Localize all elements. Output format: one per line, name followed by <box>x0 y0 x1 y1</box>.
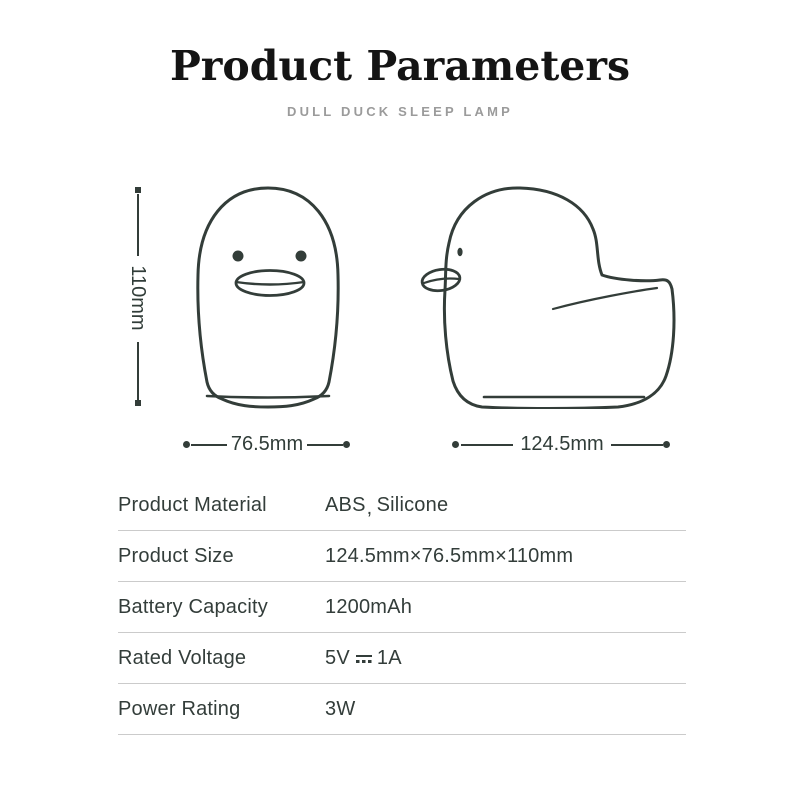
front-duck-eye-left <box>233 251 244 262</box>
spec-label: Rated Voltage <box>118 646 247 669</box>
spec-value: 124.5mm×76.5mm×110mm <box>325 544 574 567</box>
spec-value: 1200mAh <box>325 595 413 618</box>
spec-row-material <box>118 480 686 531</box>
dimension-line-segment <box>137 342 139 400</box>
spec-row-voltage <box>118 633 686 684</box>
side-duck-wing-line <box>553 288 657 309</box>
front-width-dimension-label: 76.5mm <box>230 433 304 455</box>
front-duck-beak-line <box>236 282 304 285</box>
duck-front-view-drawing <box>192 185 344 409</box>
side-duck-eye <box>457 248 462 256</box>
dimension-dot-left <box>183 441 190 448</box>
dimension-dot-right <box>663 441 670 448</box>
dimension-line-segment <box>307 444 343 446</box>
spec-value <box>325 494 686 517</box>
spec-table <box>118 480 686 735</box>
side-duck-beak-line <box>424 279 459 284</box>
material-second: Silicone <box>376 493 449 516</box>
spec-row-power <box>118 684 686 735</box>
dimension-dot-right <box>343 441 350 448</box>
material-first: ABS <box>325 493 366 516</box>
side-width-dimension-label: 124.5mm <box>520 433 604 455</box>
dimension-line-segment <box>137 194 139 256</box>
spec-row-battery <box>118 582 686 633</box>
page-title: Product Parameters <box>169 42 631 90</box>
spec-label: Power Rating <box>118 697 241 720</box>
spec-label: Battery Capacity <box>118 595 268 618</box>
spec-label: Product Material <box>118 493 267 516</box>
spec-value: 3W <box>325 697 356 720</box>
duck-side-view-drawing <box>420 185 678 409</box>
dimension-dot-left <box>452 441 459 448</box>
current-value: 1A <box>376 646 402 669</box>
dimension-line-segment <box>611 444 663 446</box>
dimension-line-segment <box>191 444 227 446</box>
side-duck-outline <box>444 188 674 409</box>
dimension-cap-bottom <box>135 400 141 406</box>
dc-symbol-icon <box>356 654 372 665</box>
dimension-cap-top <box>135 187 141 193</box>
spec-value <box>325 647 686 670</box>
spec-row-size <box>118 531 686 582</box>
front-duck-base-line <box>207 396 329 398</box>
dimension-line-segment <box>461 444 513 446</box>
voltage-value: 5V <box>325 646 350 669</box>
spec-label: Product Size <box>118 544 234 567</box>
page-subtitle: DULL DUCK SLEEP LAMP <box>286 104 514 119</box>
front-duck-eye-right <box>296 251 307 262</box>
front-duck-outline <box>198 188 338 407</box>
height-dimension-label: 110mm <box>127 265 149 331</box>
